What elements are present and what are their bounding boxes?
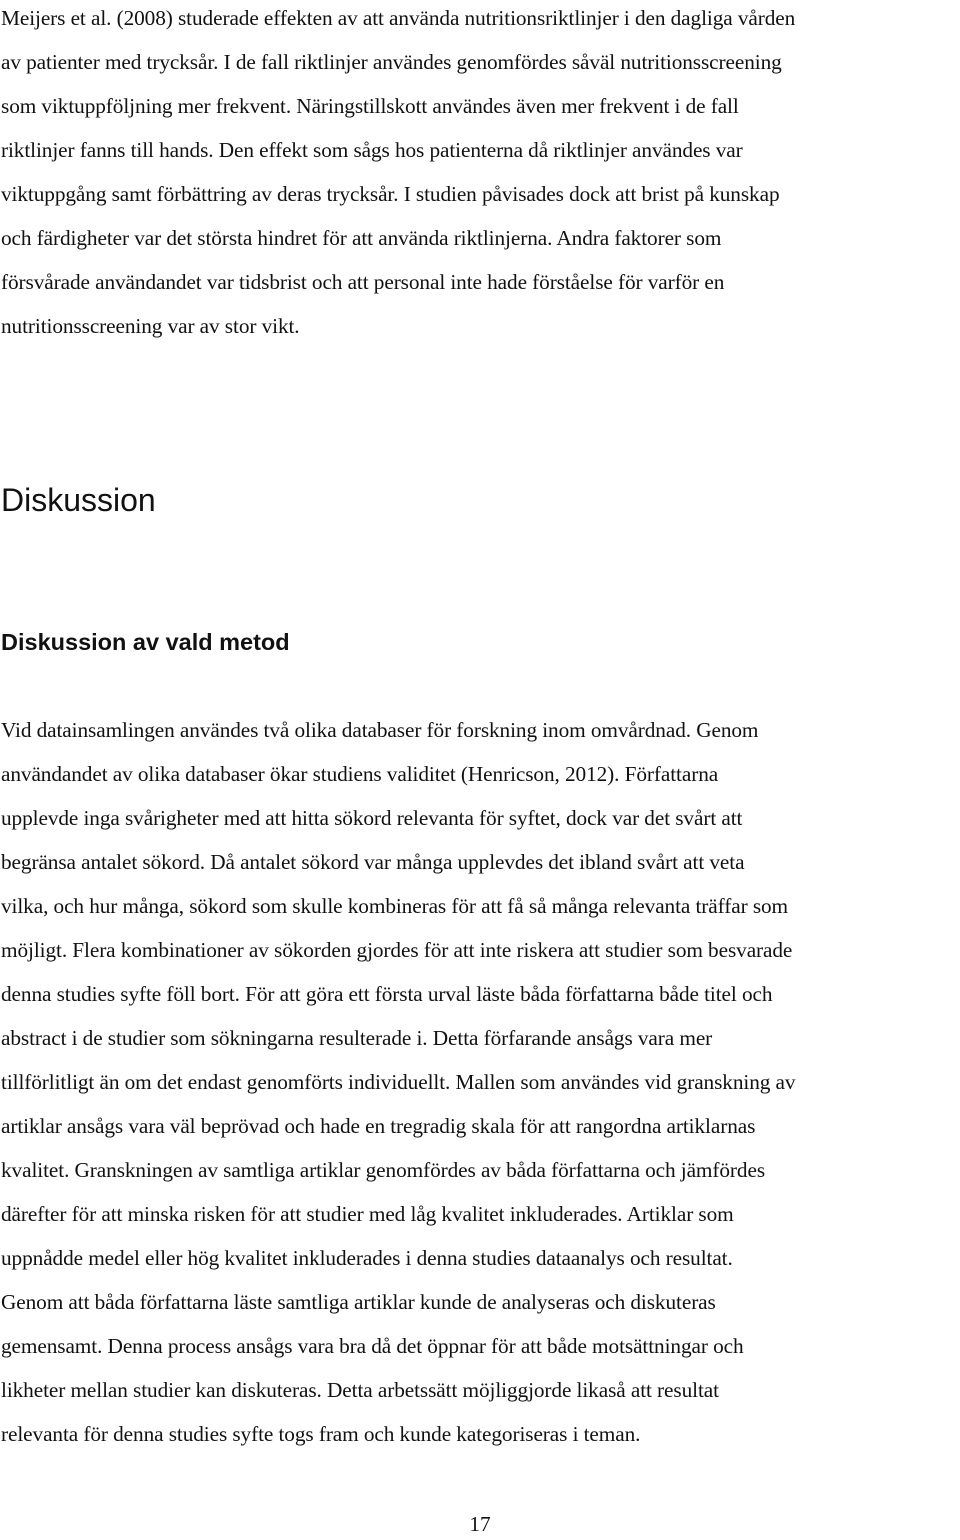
section-heading-diskussion: Diskussion (1, 482, 156, 518)
text-line: artiklar ansågs vara väl beprövad och hade en tregradig skala för att rangordna artiklarnas (1, 1114, 756, 1138)
text-line: uppnådde medel eller hög kvalitet inkluderades i denna studies dataanalys och resultat. (1, 1246, 733, 1270)
text-line: tillförlitligt än om det endast genomförts individuellt. Mallen som användes vid granskning av (1, 1070, 796, 1094)
subsection-heading-method-discussion: Diskussion av vald metod (1, 629, 290, 655)
paragraph-method-discussion (1, 708, 959, 1456)
text-line: som viktuppföljning mer frekvent. Näringstillskott användes även mer frekvent i de fall (1, 94, 739, 118)
text-line: begränsa antalet sökord. Då antalet sökord var många upplevdes det ibland svårt att veta (1, 850, 745, 874)
text-line: nutritionsscreening var av stor vikt. (1, 314, 300, 338)
text-line: denna studies syfte föll bort. För att göra ett första urval läste båda författarna både titel och (1, 982, 773, 1006)
text-line: likheter mellan studier kan diskuteras. Detta arbetssätt möjliggjorde likaså att resultat (1, 1378, 719, 1402)
text-line: vilka, och hur många, sökord som skulle kombineras för att få så många relevanta träffar som (1, 894, 789, 918)
text-line: användandet av olika databaser ökar studiens validitet (Henricson, 2012). Författarna (1, 762, 719, 786)
text-line: Meijers et al. (2008) studerade effekten av att använda nutritionsriktlinjer i den dagliga vården (1, 6, 796, 30)
text-line: därefter för att minska risken för att studier med låg kvalitet inkluderades. Artiklar som (1, 1202, 734, 1226)
text-line: möjligt. Flera kombinationer av sökorden gjordes för att inte riskera att studier som besvarade (1, 938, 793, 962)
text-line: Genom att båda författarna läste samtliga artiklar kunde de analyseras och diskuteras (1, 1290, 716, 1314)
text-line: försvårade användandet var tidsbrist och att personal inte hade förståelse för varför en (1, 270, 725, 294)
page-number: 17 (469, 1512, 491, 1536)
text-line: Vid datainsamlingen användes två olika databaser för forskning inom omvårdnad. Genom (1, 718, 759, 742)
text-line: upplevde inga svårigheter med att hitta sökord relevanta för syftet, dock var det svårt att (1, 806, 743, 830)
text-line: viktuppgång samt förbättring av deras trycksår. I studien påvisades dock att brist på kunskap (1, 182, 780, 206)
text-line: riktlinjer fanns till hands. Den effekt som sågs hos patienterna då riktlinjer användes var (1, 138, 743, 162)
paragraph-results-meijers (1, 0, 959, 348)
text-line: och färdigheter var det största hindret för att använda riktlinjerna. Andra faktorer som (1, 226, 722, 250)
text-line: abstract i de studier som sökningarna resulterade i. Detta förfarande ansågs vara mer (1, 1026, 713, 1050)
text-line: av patienter med trycksår. I de fall riktlinjer användes genomfördes såväl nutritionsscreening (1, 50, 782, 74)
text-line: relevanta för denna studies syfte togs fram och kunde kategoriseras i teman. (1, 1422, 641, 1446)
text-line: kvalitet. Granskningen av samtliga artiklar genomfördes av båda författarna och jämfördes (1, 1158, 766, 1182)
text-line: gemensamt. Denna process ansågs vara bra då det öppnar för att både motsättningar och (1, 1334, 744, 1358)
